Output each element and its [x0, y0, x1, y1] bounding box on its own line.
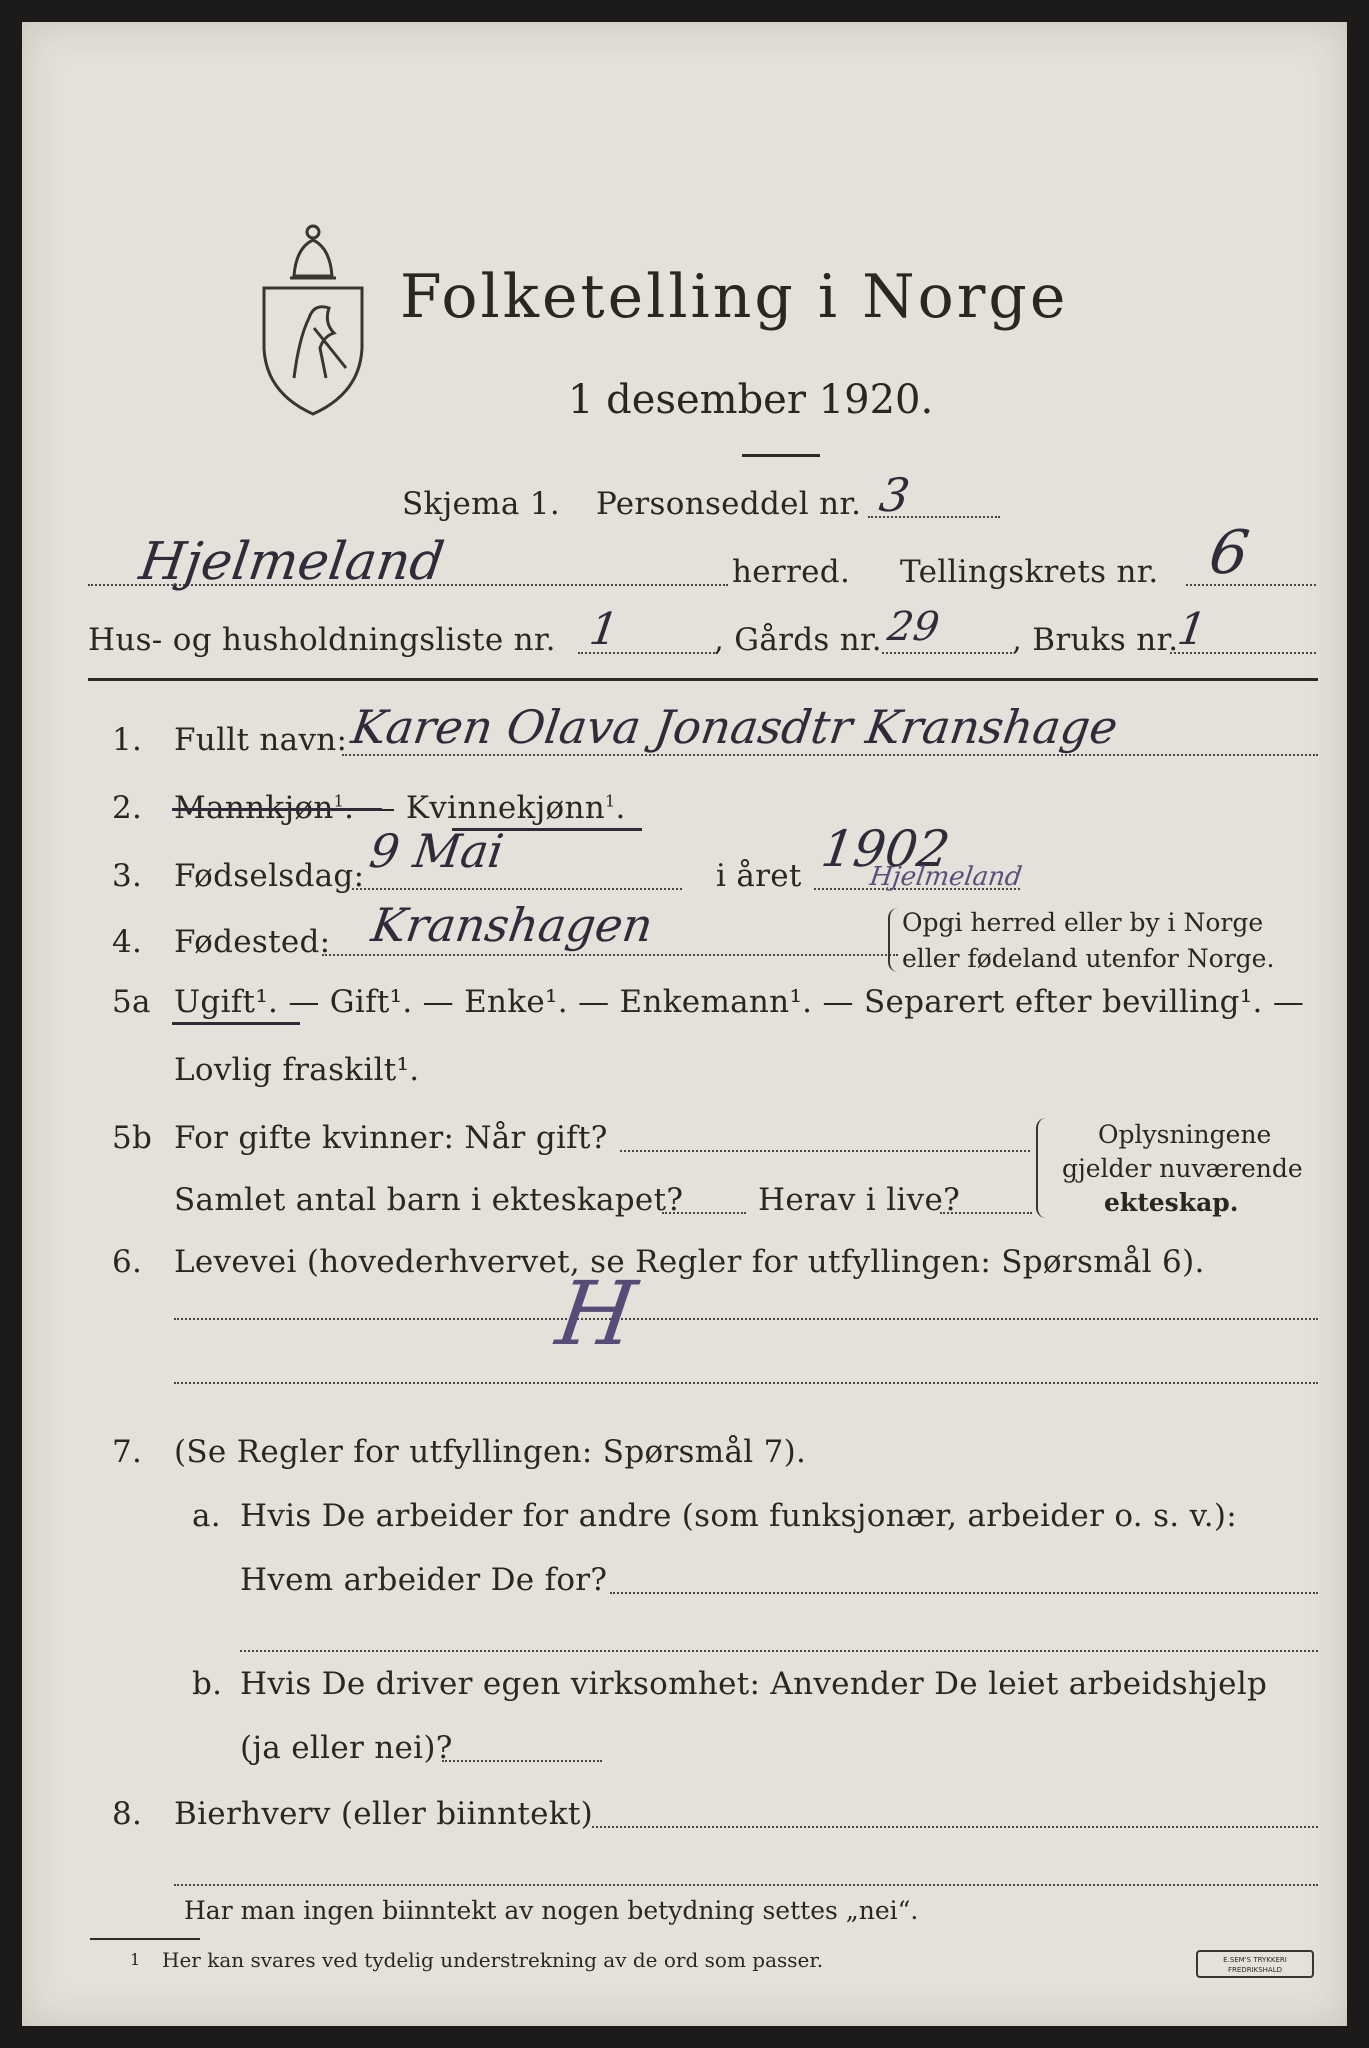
- personseddel-value[interactable]: 3: [876, 468, 914, 522]
- birth-year-value[interactable]: 1902: [817, 820, 954, 878]
- herred-value[interactable]: Hjelmeland: [135, 532, 448, 592]
- q5b-children-label: Samlet antal barn i ekteskapet?: [174, 1182, 684, 1218]
- birthday-value[interactable]: 9 Mai: [366, 824, 507, 878]
- header-divider: [88, 678, 1318, 681]
- q4-number: 4.: [112, 924, 143, 960]
- male-strikethrough: [172, 808, 382, 811]
- marital-status-options-line2[interactable]: Lovlig fraskilt¹.: [174, 1052, 420, 1088]
- q8-line2[interactable]: [174, 1884, 1318, 1886]
- q5b-children-line[interactable]: [662, 1212, 746, 1214]
- q5a-number: 5a: [112, 984, 151, 1020]
- q7b-answer-line[interactable]: [442, 1760, 602, 1762]
- q7b-question: Hvis De driver egen virksomhet: Anvender De leiet arbeidshjelp: [240, 1666, 1268, 1702]
- q3-line: [352, 888, 682, 890]
- full-name-value[interactable]: Karen Olava Jonasdtr Kranshage: [348, 700, 1121, 754]
- tellingskrets-value[interactable]: 6: [1205, 518, 1254, 588]
- bruks-label: , Bruks nr.: [1012, 622, 1179, 658]
- norwegian-coat-of-arms-icon: [254, 218, 372, 418]
- q7a-employer-line2[interactable]: [240, 1650, 1318, 1652]
- q3-number: 3.: [112, 858, 143, 894]
- herred-label: herred.: [732, 554, 851, 590]
- q7b-letter: b.: [192, 1666, 223, 1702]
- gards-value[interactable]: 29: [884, 604, 943, 650]
- ugift-underline: [172, 1022, 300, 1025]
- census-form-sheet: [22, 22, 1347, 2026]
- q8-line1[interactable]: [592, 1826, 1318, 1828]
- q6-number: 6.: [112, 1244, 143, 1280]
- footnote-ref: 1: [605, 791, 616, 811]
- q7b-answer-label: (ja eller nei)?: [240, 1730, 453, 1766]
- q6-label: Levevei (hovederhvervet, se Regler for utfyllingen: Spørsmål 6).: [174, 1244, 1205, 1280]
- q5b-brace: [1036, 1118, 1046, 1218]
- bruks-value[interactable]: 1: [1174, 604, 1210, 655]
- census-date: 1 desember 1920.: [568, 377, 934, 423]
- q5b-alive-label: Herav i live?: [758, 1182, 961, 1218]
- printer-stamp: E.SEM'S TRYKKERI FREDRIKSHALD: [1196, 1950, 1314, 1978]
- q7-label: (Se Regler for utfyllingen: Spørsmål 7).: [174, 1434, 807, 1470]
- page-title: Folketelling i Norge: [400, 262, 1069, 332]
- gender-male-option[interactable]: Mannkjøn: [174, 790, 334, 826]
- q1-line: [342, 754, 1318, 756]
- q8-note: Har man ingen biinntekt av nogen betydning settes „nei“.: [184, 1896, 919, 1925]
- footnote-text: Her kan svares ved tydelig understrekning av de ord som passer.: [162, 1948, 824, 1972]
- q8-label: Bierhverv (eller biinntekt): [174, 1796, 594, 1832]
- q7a-employer-label: Hvem arbeider De for?: [240, 1562, 608, 1598]
- occupation-value[interactable]: H: [550, 1262, 642, 1365]
- q7a-question: Hvis De arbeider for andre (som funksjonær, arbeider o. s. v.):: [240, 1498, 1238, 1534]
- gards-label: , Gårds nr.: [714, 622, 882, 658]
- q5b-married-when-label: For gifte kvinner: Når gift?: [174, 1120, 608, 1156]
- gender-separator: . —: [344, 790, 406, 826]
- q5b-married-when-line[interactable]: [620, 1150, 1030, 1152]
- footnote-mark: 1: [130, 1950, 141, 1969]
- footnote-ref: 1: [333, 791, 345, 811]
- q6-line1: [174, 1318, 1318, 1320]
- q4-note-line2: eller fødeland utenfor Norge.: [902, 944, 1275, 973]
- q8-number: 8.: [112, 1796, 143, 1832]
- q5b-note-line1: Oplysningene: [1098, 1120, 1272, 1149]
- q4-note-line1: Opgi herred eller by i Norge: [902, 908, 1264, 937]
- personseddel-label: Personseddel nr.: [596, 486, 862, 522]
- q7-number: 7.: [112, 1434, 143, 1470]
- q4-line: [322, 954, 898, 956]
- husholdningsliste-label: Hus- og husholdningsliste nr.: [88, 622, 556, 658]
- gender-female-option[interactable]: Kvinnekjønn: [405, 790, 605, 826]
- marital-status-options[interactable]: Ugift¹. — Gift¹. — Enke¹. — Enkemann¹. — Separert efter bevilling¹. —: [174, 984, 1305, 1020]
- q5b-alive-line[interactable]: [940, 1212, 1032, 1214]
- q7a-letter: a.: [192, 1498, 221, 1534]
- q1-label: Fullt navn:: [174, 722, 348, 758]
- q2-number: 2.: [112, 790, 143, 826]
- birthplace-value[interactable]: Kranshagen: [368, 898, 657, 952]
- footnote-divider: [90, 1938, 200, 1940]
- q4-label: Fødested:: [174, 924, 331, 960]
- birthplace-correction: Hjelmeland: [867, 862, 1024, 892]
- q3-year-label: i året: [716, 858, 802, 894]
- husholdningsliste-value[interactable]: 1: [586, 604, 622, 655]
- gender-end: .: [615, 790, 626, 826]
- q5b-note-line3: ekteskap.: [1104, 1188, 1239, 1217]
- q5b-note-line2: gjelder nuværende: [1062, 1154, 1303, 1183]
- q7a-employer-line[interactable]: [610, 1592, 1318, 1594]
- skjema-label: Skjema 1.: [402, 486, 560, 522]
- q5b-number: 5b: [112, 1120, 153, 1156]
- tellingskrets-label: Tellingskrets nr.: [900, 554, 1159, 590]
- q3-label: Fødselsdag:: [174, 858, 365, 894]
- q1-number: 1.: [112, 722, 143, 758]
- q4-brace: [888, 908, 898, 972]
- q6-line2: [174, 1382, 1318, 1384]
- gards-line: [882, 652, 1012, 654]
- title-divider: [742, 454, 820, 457]
